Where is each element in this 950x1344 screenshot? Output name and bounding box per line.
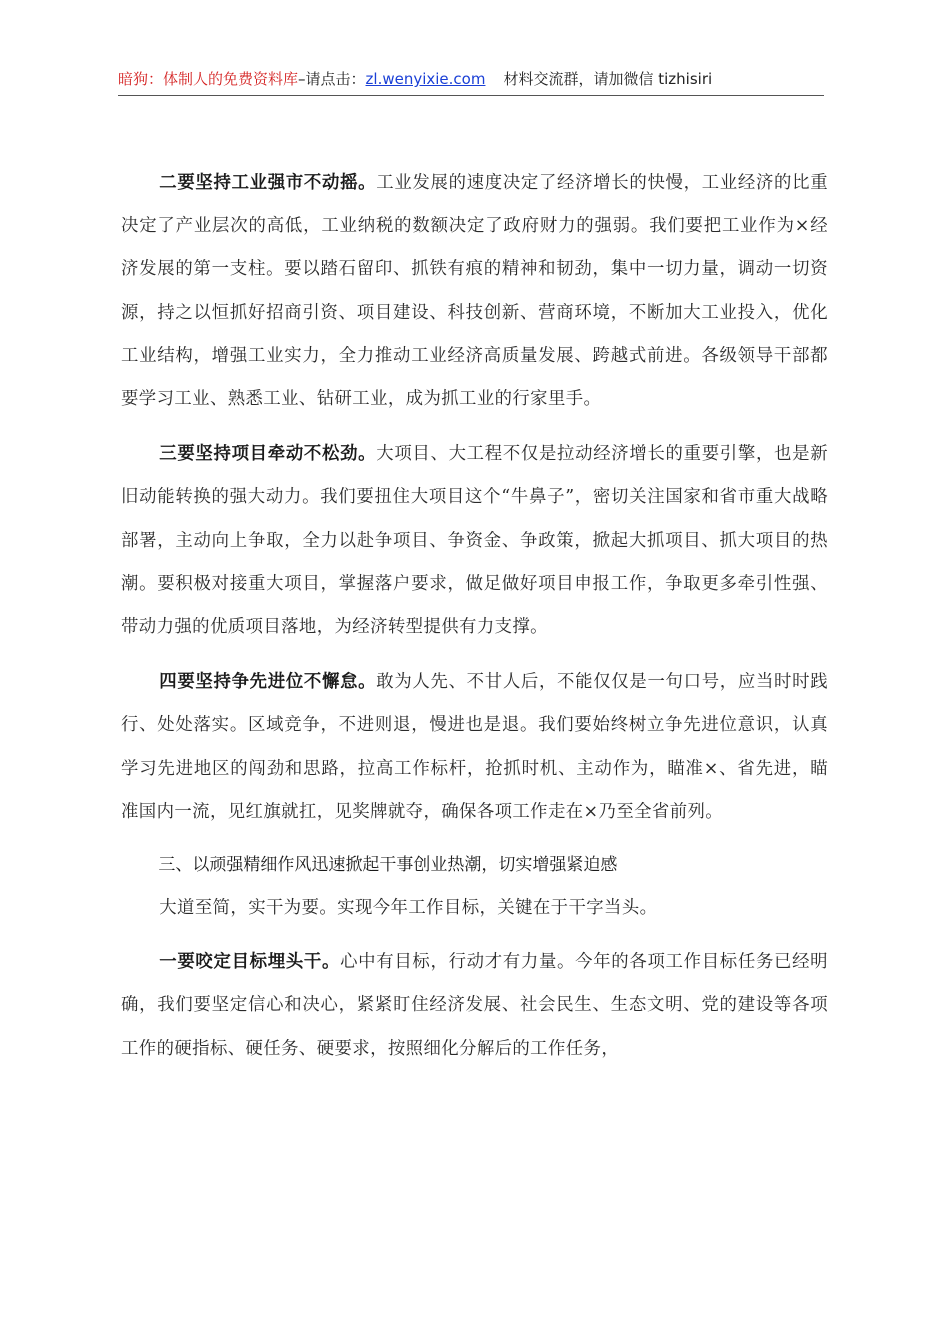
paragraph-industry [121, 162, 828, 421]
section-intro: 大道至简，实干为要。实现今年工作目标，关键在于干字当头。 [159, 898, 658, 919]
paragraph-text: 敢为人先、不甘人后，不能仅仅是一句口号，应当时时践行、处处落实。区域竞争，不进则退，慢进也是退。我们要始终树立争先进位意识，认真学习先进地区的闯劲和思路，拉高工作标杆，抢抓时机、主动作为，瞄准×、省先进，瞄准国内一流，见红旗就扛，见奖牌就夺，确保各项工作走在×乃至全省前列。 [121, 672, 828, 822]
paragraph-lead: 二要坚持工业强市不动摇。 [159, 173, 377, 193]
header-brand: 暗狗：体制人的免费资料库 [118, 70, 299, 88]
paragraph-advance [121, 661, 828, 834]
paragraph-projects [121, 433, 828, 649]
paragraph-lead: 四要坚持争先进位不懈怠。 [159, 672, 377, 693]
header-note: 材料交流群，请加微信 tizhisiri [503, 70, 713, 88]
header-link[interactable]: zl.wenyixie.com [365, 70, 486, 88]
paragraph-text: 工业发展的速度决定了经济增长的快慢，工业经济的比重决定了产业层次的高低，工业纳税的数额决定了政府财力的强弱。我们要把工业作为×经济发展的第一支柱。要以踏石留印、抓铁有痕的精神和韧劲，集中一切力量，调动一切资源，持之以恒抓好招商引资、项目建设、科技创新、营商环境，不断加大工业投入，优化工业结构，增强工业实力，全力推动工业经济高质量发展、跨越式前进。各级领导干部都要学习工业、熟悉工业、钻研工业，成为抓工业的行家里手。 [121, 173, 828, 410]
paragraph-target [121, 941, 828, 1071]
section-heading: 三、以顽强精细作风迅速掀起干事创业热潮，切实增强紧迫感 [158, 855, 618, 876]
paragraph-text: 心中有目标，行动才有力量。今年的各项工作目标任务已经明确，我们要坚定信心和决心，紧紧盯住经济发展、社会民生、生态文明、党的建设等各项工作的硬指标、硬任务、硬要求，按照细化分解后的工作任务， [121, 952, 828, 1059]
header-prompt: –请点击： [298, 70, 366, 88]
paragraph-text: 大项目、大工程不仅是拉动经济增长的重要引擎，也是新旧动能转换的强大动力。我们要扭住大项目这个“牛鼻子”，密切关注国家和省市重大战略部署，主动向上争取，全力以赴争项目、争资金、争政策，掀起大抓项目、抓大项目的热潮。要积极对接重大项目，掌握落户要求，做足做好项目申报工作，争取更多牵引性强、带动力强的优质项目落地，为经济转型提供有力支撑。 [121, 444, 828, 638]
paragraph-lead: 三要坚持项目牵动不松劲。 [159, 444, 377, 465]
paragraph-lead: 一要咬定目标埋头干。 [159, 952, 341, 973]
page-header [118, 67, 824, 96]
document-body [121, 162, 828, 1071]
